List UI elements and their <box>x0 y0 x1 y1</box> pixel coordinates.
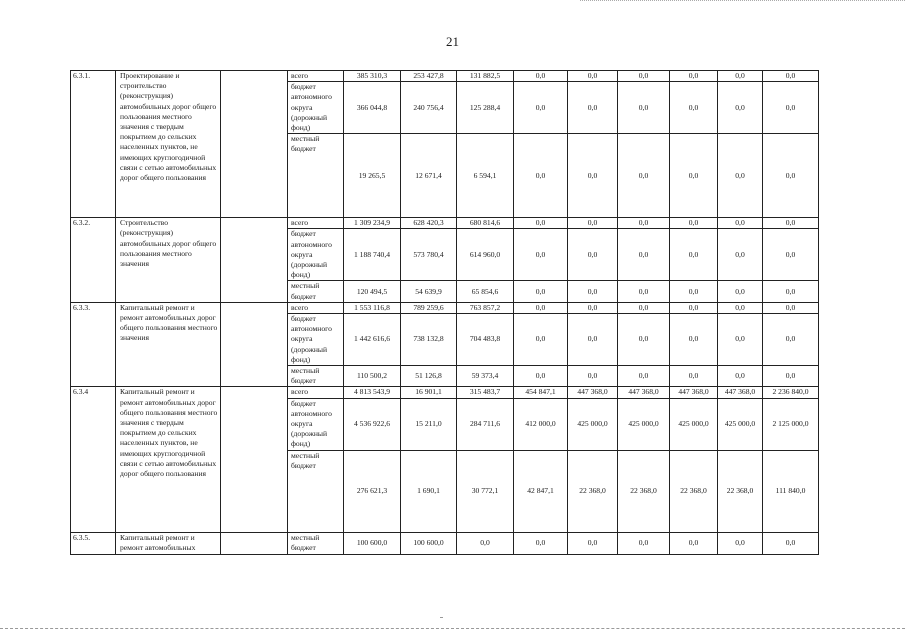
amount-cell: 1 309 234,9 <box>344 218 401 229</box>
amount-cell: 447 368,0 <box>568 387 618 398</box>
amount-cell: 0,0 <box>670 71 718 82</box>
amount-cell: 100 600,0 <box>401 532 457 554</box>
amount-cell: 0,0 <box>763 218 819 229</box>
funding-source: всего <box>288 302 344 313</box>
amount-cell: 0,0 <box>568 134 618 218</box>
amount-cell: 0,0 <box>618 366 670 387</box>
funding-source: бюджет автономного округа (дорожный фонд) <box>288 314 344 366</box>
page-number: 21 <box>446 34 459 49</box>
amount-cell: 628 420,3 <box>401 218 457 229</box>
amount-cell: 0,0 <box>718 302 763 313</box>
section-name: Капитальный ремонт и ремонт автомобильных дорог общего пользования местного значения с твердым покрытием до сельских населенных пунктов, не имеющих круглогодичной связи с сетью автомобильных дорог общего пользования <box>116 387 221 532</box>
executor-cell <box>221 71 288 218</box>
table-row <box>71 218 819 229</box>
amount-cell: 704 483,8 <box>457 314 514 366</box>
amount-cell: 2 236 840,0 <box>763 387 819 398</box>
amount-cell: 22 368,0 <box>718 450 763 532</box>
amount-cell: 0,0 <box>670 314 718 366</box>
table-row <box>71 71 819 82</box>
amount-cell: 447 368,0 <box>618 387 670 398</box>
amount-cell: 0,0 <box>763 302 819 313</box>
scan-edge-top <box>580 0 905 2</box>
amount-cell: 0,0 <box>718 314 763 366</box>
amount-cell: 0,0 <box>718 532 763 554</box>
amount-cell: 0,0 <box>568 532 618 554</box>
amount-cell: 0,0 <box>763 314 819 366</box>
amount-cell: 0,0 <box>568 281 618 302</box>
amount-cell: 0,0 <box>763 134 819 218</box>
amount-cell: 0,0 <box>618 229 670 281</box>
funding-source: местный бюджет <box>288 450 344 532</box>
amount-cell: 0,0 <box>514 532 568 554</box>
table-row <box>71 532 819 554</box>
amount-cell: 454 847,1 <box>514 387 568 398</box>
amount-cell: 65 854,6 <box>457 281 514 302</box>
section-name: Проектирование и строительство (реконструкция) автомобильных дорог общего пользования местного значения с твердым покрытием до сельских населенных пунктов, не имеющих круглогодичной связи с сетью автомобильных дорог общего пользования <box>116 71 221 218</box>
amount-cell: 0,0 <box>514 366 568 387</box>
budget-table <box>70 70 819 555</box>
amount-cell: 0,0 <box>618 532 670 554</box>
amount-cell: 425 000,0 <box>618 398 670 450</box>
executor-cell <box>221 532 288 554</box>
amount-cell: 51 126,8 <box>401 366 457 387</box>
amount-cell: 0,0 <box>718 366 763 387</box>
amount-cell: 0,0 <box>718 281 763 302</box>
amount-cell: 0,0 <box>568 82 618 134</box>
section-code: 6.3.5. <box>71 532 116 554</box>
amount-cell: 253 427,8 <box>401 71 457 82</box>
amount-cell: 276 621,3 <box>344 450 401 532</box>
amount-cell: 0,0 <box>718 134 763 218</box>
amount-cell: 22 368,0 <box>568 450 618 532</box>
amount-cell: 0,0 <box>568 302 618 313</box>
table-row <box>71 387 819 398</box>
amount-cell: 0,0 <box>457 532 514 554</box>
amount-cell: 738 132,8 <box>401 314 457 366</box>
amount-cell: 0,0 <box>670 366 718 387</box>
amount-cell: 0,0 <box>618 71 670 82</box>
amount-cell: 0,0 <box>670 134 718 218</box>
amount-cell: 0,0 <box>514 229 568 281</box>
amount-cell: 614 960,0 <box>457 229 514 281</box>
amount-cell: 447 368,0 <box>718 387 763 398</box>
funding-source: местный бюджет <box>288 281 344 302</box>
amount-cell: 0,0 <box>568 366 618 387</box>
amount-cell: 0,0 <box>514 218 568 229</box>
amount-cell: 0,0 <box>618 281 670 302</box>
amount-cell: 0,0 <box>670 218 718 229</box>
amount-cell: 0,0 <box>514 302 568 313</box>
funding-source: всего <box>288 387 344 398</box>
funding-source: местный бюджет <box>288 366 344 387</box>
amount-cell: 0,0 <box>763 82 819 134</box>
amount-cell: 412 000,0 <box>514 398 568 450</box>
amount-cell: 0,0 <box>618 302 670 313</box>
amount-cell: 125 288,4 <box>457 82 514 134</box>
amount-cell: 30 772,1 <box>457 450 514 532</box>
amount-cell: 22 368,0 <box>618 450 670 532</box>
amount-cell: 0,0 <box>763 366 819 387</box>
section-code: 6.3.3. <box>71 302 116 387</box>
amount-cell: 240 756,4 <box>401 82 457 134</box>
amount-cell: 1 553 116,8 <box>344 302 401 313</box>
amount-cell: 0,0 <box>763 281 819 302</box>
amount-cell: 131 882,5 <box>457 71 514 82</box>
amount-cell: 0,0 <box>670 82 718 134</box>
amount-cell: 284 711,6 <box>457 398 514 450</box>
amount-cell: 0,0 <box>670 302 718 313</box>
amount-cell: 6 594,1 <box>457 134 514 218</box>
amount-cell: 4 536 922,6 <box>344 398 401 450</box>
amount-cell: 4 813 543,9 <box>344 387 401 398</box>
amount-cell: 0,0 <box>718 218 763 229</box>
amount-cell: 0,0 <box>514 71 568 82</box>
amount-cell: 0,0 <box>568 218 618 229</box>
amount-cell: 447 368,0 <box>670 387 718 398</box>
section-code: 6.3.4 <box>71 387 116 532</box>
amount-cell: 22 368,0 <box>670 450 718 532</box>
amount-cell: 573 780,4 <box>401 229 457 281</box>
amount-cell: 0,0 <box>618 134 670 218</box>
section-code: 6.3.1. <box>71 71 116 218</box>
amount-cell: 385 310,3 <box>344 71 401 82</box>
amount-cell: 19 265,5 <box>344 134 401 218</box>
amount-cell: 1 690,1 <box>401 450 457 532</box>
amount-cell: 763 857,2 <box>457 302 514 313</box>
amount-cell: 0,0 <box>718 229 763 281</box>
amount-cell: 0,0 <box>618 82 670 134</box>
amount-cell: 15 211,0 <box>401 398 457 450</box>
amount-cell: 59 373,4 <box>457 366 514 387</box>
funding-source: местный бюджет <box>288 532 344 554</box>
amount-cell: 1 188 740,4 <box>344 229 401 281</box>
amount-cell: 110 500,2 <box>344 366 401 387</box>
amount-cell: 111 840,0 <box>763 450 819 532</box>
amount-cell: 120 494,5 <box>344 281 401 302</box>
amount-cell: 16 901,1 <box>401 387 457 398</box>
funding-source: местный бюджет <box>288 134 344 218</box>
amount-cell: 680 814,6 <box>457 218 514 229</box>
amount-cell: 0,0 <box>568 229 618 281</box>
amount-cell: 315 483,7 <box>457 387 514 398</box>
amount-cell: 366 044,8 <box>344 82 401 134</box>
amount-cell: 425 000,0 <box>670 398 718 450</box>
amount-cell: 0,0 <box>670 532 718 554</box>
amount-cell: 0,0 <box>718 71 763 82</box>
amount-cell: 0,0 <box>618 314 670 366</box>
amount-cell: 0,0 <box>670 229 718 281</box>
amount-cell: 0,0 <box>618 218 670 229</box>
executor-cell <box>221 218 288 303</box>
table-row <box>71 302 819 313</box>
amount-cell: 0,0 <box>670 281 718 302</box>
section-name: Капитальный ремонт и ремонт автомобильных дорог общего пользования местного значения <box>116 302 221 387</box>
amount-cell: 0,0 <box>763 71 819 82</box>
amount-cell: 0,0 <box>763 532 819 554</box>
amount-cell: 0,0 <box>514 314 568 366</box>
amount-cell: 0,0 <box>763 229 819 281</box>
funding-source: всего <box>288 218 344 229</box>
amount-cell: 789 259,6 <box>401 302 457 313</box>
amount-cell: 0,0 <box>568 71 618 82</box>
amount-cell: 54 639,9 <box>401 281 457 302</box>
funding-source: бюджет автономного округа (дорожный фонд) <box>288 82 344 134</box>
amount-cell: 425 000,0 <box>568 398 618 450</box>
amount-cell: 2 125 000,0 <box>763 398 819 450</box>
amount-cell: 0,0 <box>514 134 568 218</box>
executor-cell <box>221 302 288 387</box>
scan-mark <box>440 617 443 618</box>
section-name: Строительство (реконструкция) автомобильных дорог общего пользования местного значения <box>116 218 221 303</box>
section-code: 6.3.2. <box>71 218 116 303</box>
funding-source: всего <box>288 71 344 82</box>
amount-cell: 0,0 <box>718 82 763 134</box>
amount-cell: 0,0 <box>514 281 568 302</box>
scan-edge-bottom <box>0 628 905 630</box>
amount-cell: 0,0 <box>514 82 568 134</box>
amount-cell: 425 000,0 <box>718 398 763 450</box>
funding-source: бюджет автономного округа (дорожный фонд) <box>288 398 344 450</box>
amount-cell: 100 600,0 <box>344 532 401 554</box>
section-name: Капитальный ремонт и ремонт автомобильных <box>116 532 221 554</box>
executor-cell <box>221 387 288 532</box>
amount-cell: 42 847,1 <box>514 450 568 532</box>
amount-cell: 12 671,4 <box>401 134 457 218</box>
funding-source: бюджет автономного округа (дорожный фонд) <box>288 229 344 281</box>
amount-cell: 0,0 <box>568 314 618 366</box>
amount-cell: 1 442 616,6 <box>344 314 401 366</box>
